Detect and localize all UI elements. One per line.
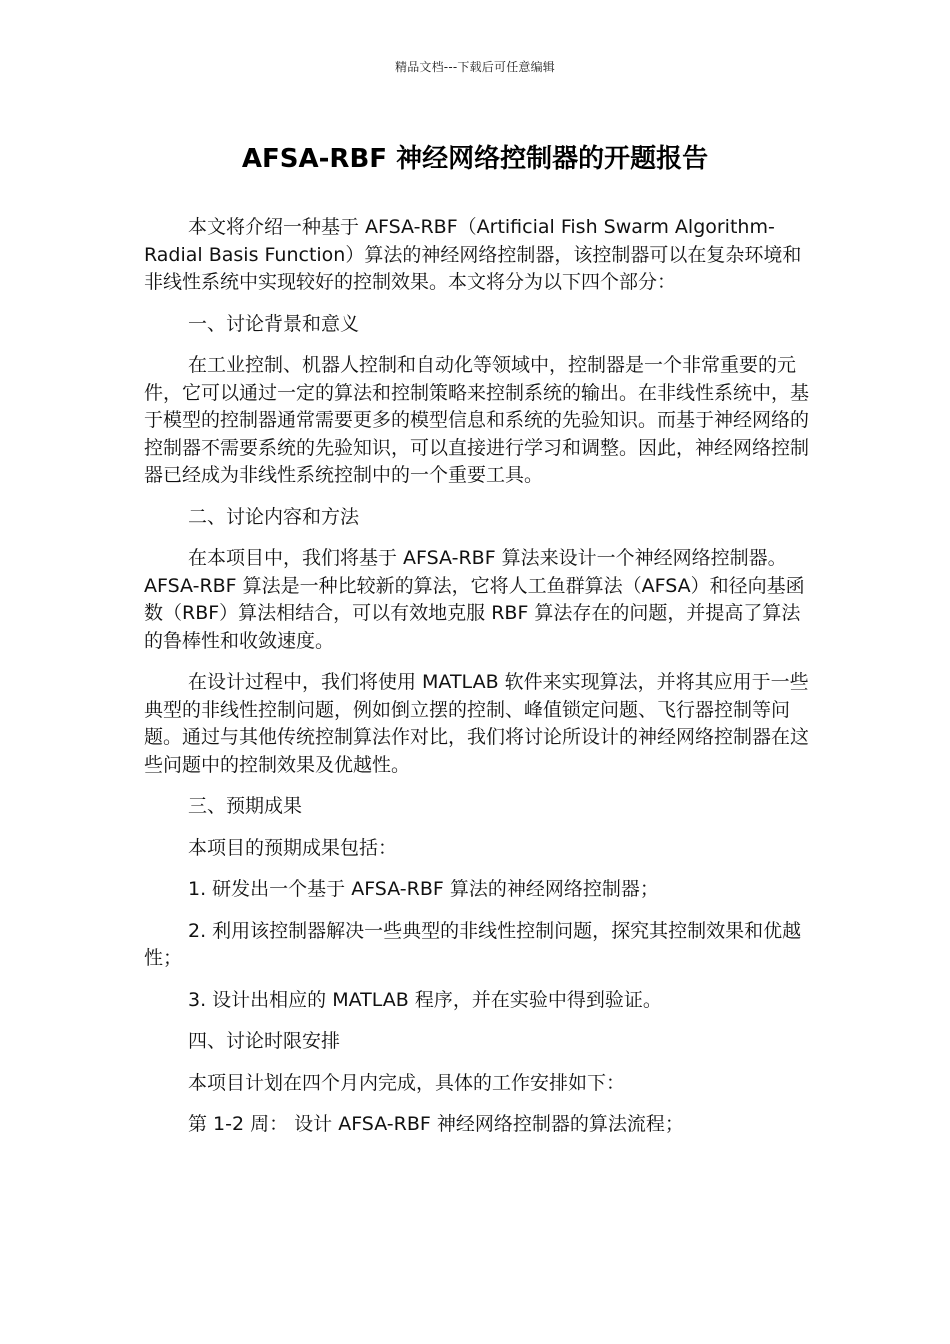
result-item-3: 3. 设计出相应的 MATLAB 程序，并在实验中得到验证。 (188, 988, 662, 1011)
page-header-watermark: 精品文档---下载后可任意编辑 (395, 60, 555, 74)
document-title: AFSA-RBF 神经网络控制器的开题报告 (241, 144, 709, 174)
schedule-intro: 本项目计划在四个月内完成，具体的工作安排如下： (188, 1071, 626, 1094)
content-paragraph-1: 在本项目中，我们将基于 AFSA-RBF 算法来设计一个神经网络控制器。AFSA-RBF 算法是一种比较新的算法，它将人工鱼群算法（AFSA）和径向基函数（RBF）算法相结合，可以有效地克服 RBF 算法存在的问题，并提高了算法的鲁棒性和收敛速度。 (144, 547, 805, 652)
result-item-2: 2. 利用该控制器解决一些典型的非线性控制问题，探究其控制效果和优越性； (144, 919, 802, 969)
section-heading-content-methods: 二、讨论内容和方法 (188, 505, 360, 528)
content-paragraph-2: 在设计过程中，我们将使用 MATLAB 软件来实现算法，并将其应用于一些典型的非线性控制问题，例如倒立摆的控制、峰值锁定问题、飞行器控制等问题。通过与其他传统控制算法作对比，我们将讨论所设计的神经网络控制器在这些问题中的控制效果及优越性。 (144, 671, 810, 776)
results-intro: 本项目的预期成果包括： (188, 836, 398, 859)
result-item-1: 1. 研发出一个基于 AFSA-RBF 算法的神经网络控制器； (188, 878, 659, 900)
document-body (144, 214, 810, 1139)
background-paragraph: 在工业控制、机器人控制和自动化等领域中，控制器是一个非常重要的元件，它可以通过一定的算法和控制策略来控制系统的输出。在非线性系统中，基于模型的控制器通常需要更多的模型信息和系统的先验知识。而基于神经网络的控制器不需要系统的先验知识，可以直接进行学习和调整。因此，神经网络控制器已经成为非线性系统控制中的一个重要工具。 (144, 354, 810, 486)
schedule-item-week-1-2: 第 1-2 周： 设计 AFSA-RBF 神经网络控制器的算法流程； (188, 1113, 684, 1135)
section-heading-background: 一、讨论背景和意义 (188, 312, 360, 335)
section-heading-schedule: 四、讨论时限安排 (188, 1030, 341, 1052)
intro-paragraph: 本文将介绍一种基于 AFSA-RBF（Artificial Fish Swarm Algorithm-Radial Basis Function）算法的神经网络控制器，该控制器可以在复杂环境和非线性系统中实现较好的控制效果。本文将分为以下四个部分： (144, 216, 802, 293)
section-heading-expected-results: 三、预期成果 (188, 795, 303, 817)
